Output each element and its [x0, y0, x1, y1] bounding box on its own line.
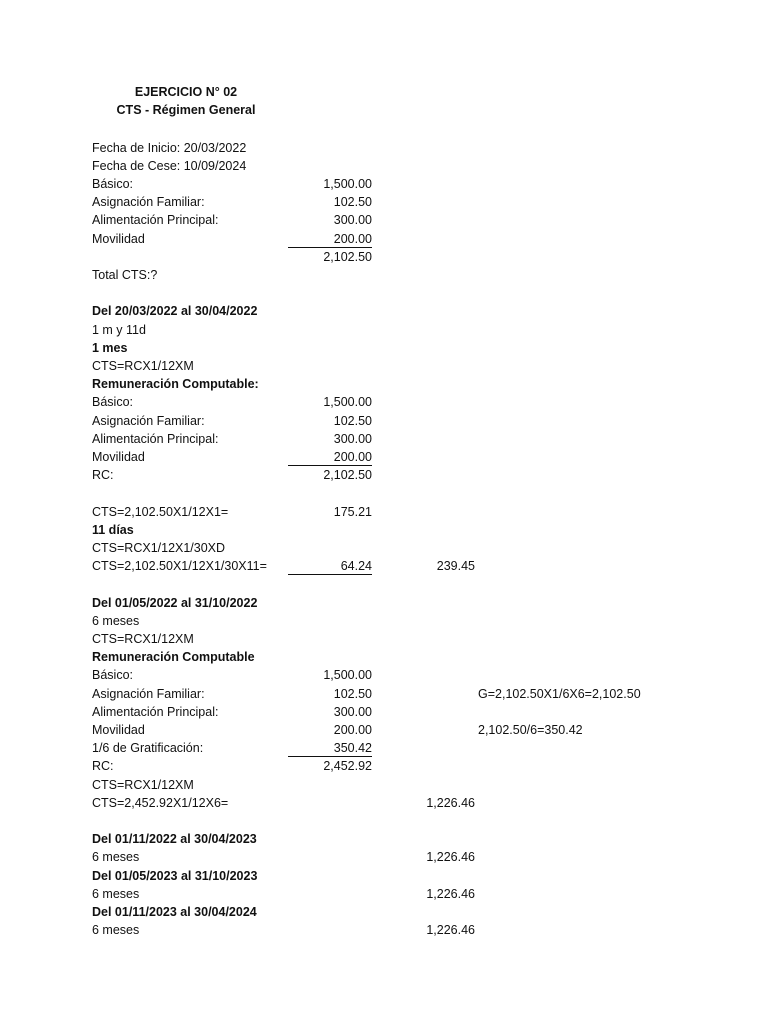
sheet-row [0, 703, 768, 721]
note-cell: G=2,102.50X1/6X6=2,102.50 [478, 686, 641, 701]
row-label: 11 días [92, 522, 134, 537]
sheet-row [0, 776, 768, 794]
row-label: 6 meses [92, 850, 140, 865]
row-label: RC: [92, 759, 114, 774]
exercise-subtitle: CTS - Régimen General [116, 103, 256, 117]
row-label: Del 01/11/2023 al 30/04/2024 [92, 904, 257, 919]
sheet-row [0, 503, 768, 521]
sheet-row [0, 266, 768, 284]
sheet-row [0, 739, 768, 757]
sheet-row [0, 302, 768, 320]
sheet-row [0, 757, 768, 775]
row-label: Básico: [92, 176, 133, 191]
sheet-row [0, 375, 768, 393]
amount-cell: 102.50 [333, 686, 372, 701]
sheet-row [0, 393, 768, 411]
sheet-row [0, 830, 768, 848]
row-label: Movilidad [92, 722, 145, 737]
row-label: CTS=2,102.50X1/12X1= [92, 504, 229, 519]
amount-cell: 102.50 [333, 195, 372, 210]
row-label: Movilidad [92, 231, 145, 246]
sheet-row [0, 230, 768, 248]
amount-cell: 1,500.00 [323, 668, 372, 683]
sheet-row [0, 139, 768, 157]
amount-cell: 2,452.92 [323, 759, 372, 774]
sheet-row [0, 466, 768, 484]
row-label: Total CTS:? [92, 267, 158, 282]
sheet-row [0, 211, 768, 229]
row-label: Básico: [92, 668, 133, 683]
sheet-row [0, 594, 768, 612]
row-label: Asignación Familiar: [92, 413, 205, 428]
amount-cell: 350.42 [288, 739, 372, 757]
row-label: 1 m y 11d [92, 322, 146, 337]
sheet-row [0, 648, 768, 666]
amount-cell: 64.24 [288, 557, 372, 575]
subtotal-cell: 1,226.46 [426, 850, 475, 865]
sheet-row [0, 157, 768, 175]
row-label: 6 meses [92, 923, 140, 938]
sheet-row [0, 539, 768, 557]
subtotal-cell: 1,226.46 [426, 923, 475, 938]
sheet-row [0, 412, 768, 430]
row-label: Movilidad [92, 449, 145, 464]
row-label: 1/6 de Gratificación: [92, 741, 204, 756]
row-label: CTS=RCX1/12XM [92, 358, 194, 373]
sheet-row [0, 630, 768, 648]
row-label: Remuneración Computable [92, 650, 255, 665]
row-label: Alimentación Principal: [92, 431, 219, 446]
row-label: RC: [92, 468, 114, 483]
amount-cell: 2,102.50 [323, 468, 372, 483]
row-label: Básico: [92, 395, 133, 410]
row-label: CTS=RCX1/12XM [92, 631, 194, 646]
sheet-row [0, 903, 768, 921]
exercise-title: EJERCICIO N° 02 [134, 85, 238, 99]
amount-cell: 300.00 [333, 704, 372, 719]
sheet-row [0, 521, 768, 539]
row-label: Del 01/05/2023 al 31/10/2023 [92, 868, 258, 883]
row-label: 1 mes [92, 340, 128, 355]
note-cell: 2,102.50/6=350.42 [478, 722, 583, 737]
amount-cell: 102.50 [333, 413, 372, 428]
sheet-row [0, 321, 768, 339]
subtotal-cell: 239.45 [436, 559, 475, 574]
row-label: Alimentación Principal: [92, 704, 219, 719]
amount-cell: 2,102.50 [323, 249, 372, 264]
row-label: Asignación Familiar: [92, 195, 205, 210]
sheet-row [0, 721, 768, 739]
amount-cell: 175.21 [333, 504, 372, 519]
row-label: CTS=RCX1/12XM [92, 777, 194, 792]
row-label: CTS=RCX1/12X1/30XD [92, 540, 226, 555]
sheet-row [0, 193, 768, 211]
row-label: Del 01/11/2022 al 30/04/2023 [92, 832, 257, 847]
row-label: CTS=2,452.92X1/12X6= [92, 795, 229, 810]
amount-cell: 1,500.00 [323, 176, 372, 191]
amount-cell: 200.00 [333, 722, 372, 737]
sheet-row [0, 448, 768, 466]
amount-cell: 300.00 [333, 431, 372, 446]
row-label: Remuneración Computable: [92, 377, 259, 392]
sheet-row [0, 885, 768, 903]
amount-cell: 200.00 [288, 230, 372, 248]
sheet-row [0, 666, 768, 684]
sheet-row [0, 248, 768, 266]
row-label: Asignación Familiar: [92, 686, 205, 701]
sheet-row [0, 685, 768, 703]
amount-cell: 1,500.00 [323, 395, 372, 410]
sheet-row [0, 921, 768, 939]
row-label: Fecha de Inicio: 20/03/2022 [92, 140, 247, 155]
sheet-row [0, 557, 768, 575]
sheet-row [0, 612, 768, 630]
amount-cell: 300.00 [333, 213, 372, 228]
row-label: CTS=2,102.50X1/12X1/30X11= [92, 559, 267, 574]
row-label: 6 meses [92, 613, 140, 628]
subtotal-cell: 1,226.46 [426, 886, 475, 901]
sheet-row [0, 867, 768, 885]
amount-cell: 200.00 [288, 448, 372, 466]
sheet-row [0, 175, 768, 193]
sheet-row [0, 357, 768, 375]
sheet-row [0, 430, 768, 448]
row-label: Fecha de Cese: 10/09/2024 [92, 158, 247, 173]
row-label: Alimentación Principal: [92, 213, 219, 228]
sheet-row [0, 339, 768, 357]
row-label: Del 20/03/2022 al 30/04/2022 [92, 304, 258, 319]
row-label: Del 01/05/2022 al 31/10/2022 [92, 595, 258, 610]
sheet-row [0, 794, 768, 812]
row-label: 6 meses [92, 886, 140, 901]
subtotal-cell: 1,226.46 [426, 795, 475, 810]
sheet-row [0, 848, 768, 866]
